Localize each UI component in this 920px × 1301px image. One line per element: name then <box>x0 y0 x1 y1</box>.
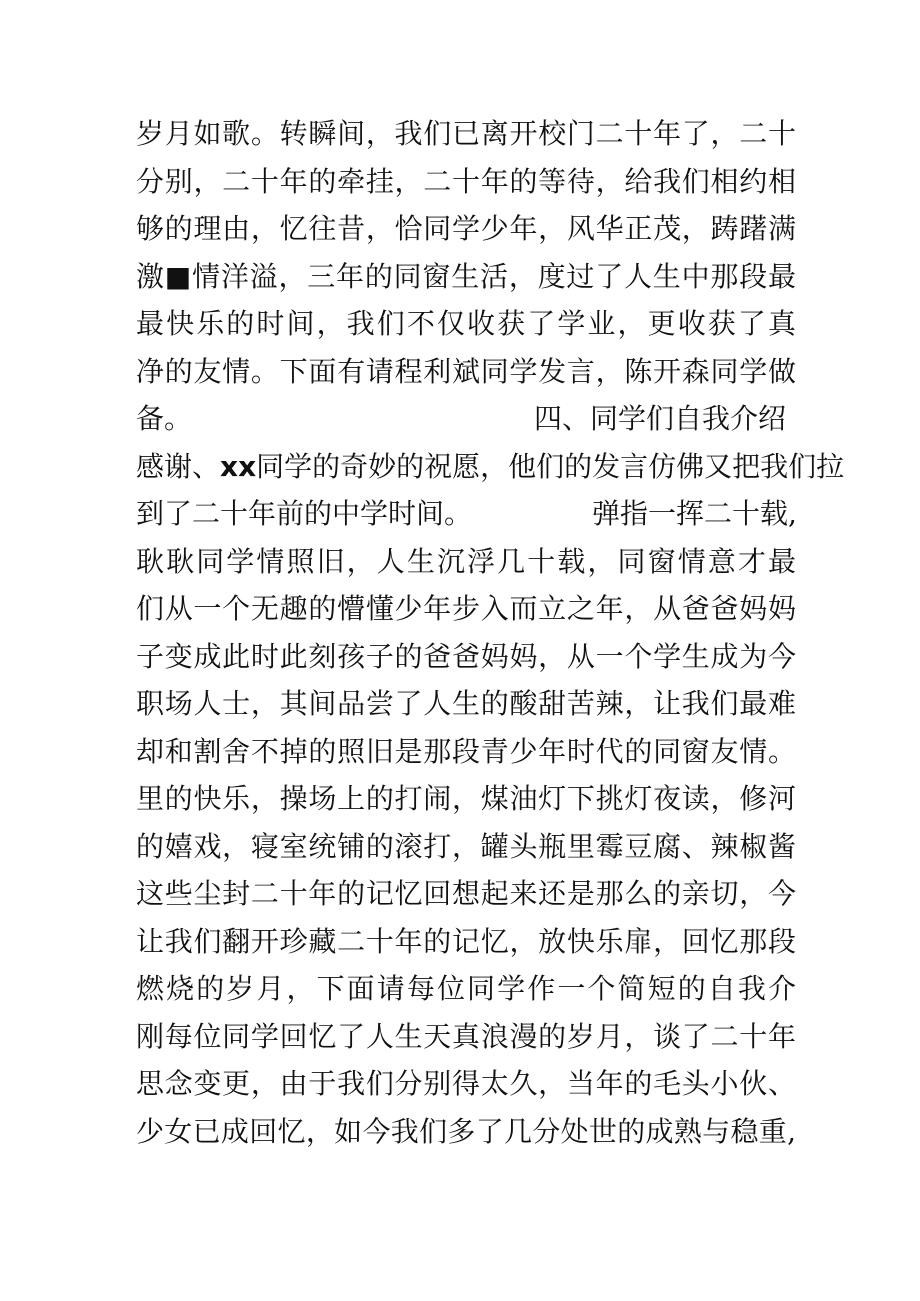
line-text: 职场人士，其间品尝了人生的酸甜苦辣，让我们最难 <box>136 687 796 720</box>
text-line <box>136 775 796 823</box>
line-text: 们从一个无趣的懵懂少年步入而立之年，从爸爸妈妈 <box>136 592 796 625</box>
line-text: 净的友情。下面有请程利斌同学发言，陈开森同学做 <box>136 354 796 388</box>
line-text: 少女已成回忆，如今我们多了几分处世的成熟与稳重, <box>136 1114 796 1148</box>
text-line <box>136 633 796 681</box>
text-line <box>136 110 796 158</box>
line-text: 却和割舍不掉的照旧是那段青少年时代的同窗友情。 <box>136 734 796 768</box>
line-text: 感谢、 <box>136 449 221 483</box>
text-line <box>136 1108 796 1156</box>
line-text: 让我们翻开珍藏二十年的记忆，放快乐扉，回忆那段 <box>136 924 796 958</box>
text-line <box>136 158 796 206</box>
line-text: 够的理由，忆往昔，恰同学少年，风华正茂，踌躇满 <box>136 212 796 245</box>
body-text <box>136 110 845 1155</box>
text-line <box>136 205 796 253</box>
text-line <box>136 538 796 586</box>
line-text: 分别，二十年的牵挂，二十年的等待，给我们相约相 <box>136 164 796 198</box>
text-line <box>136 1013 796 1061</box>
line-text: 的嬉戏，寝室统铺的滚打，罐头瓶里霉豆腐、辣椒酱 <box>136 829 796 863</box>
text-line <box>136 443 845 491</box>
line-text: 最快乐的时间，我们不仅收获了学业，更收获了真 <box>136 307 796 340</box>
line-text: 同学的奇妙的祝愿，他们的发言仿佛又把我们拉 <box>256 449 845 483</box>
line-text: 激■情洋溢，三年的同窗生活，度过了人生中那段最 <box>136 259 796 293</box>
line-text: 耿耿同学情照旧，人生沉浮几十载，同窗情意才最 <box>136 544 796 578</box>
placeholder-name: xx <box>220 449 257 483</box>
section-heading: 四、同学们自我介绍 <box>534 402 787 435</box>
text-line <box>136 585 796 633</box>
text-line <box>136 395 796 443</box>
text-line <box>136 823 796 871</box>
line-text: 到了二十年前的中学时间。 <box>136 497 473 530</box>
text-line <box>136 253 796 301</box>
line-text: 刚每位同学回忆了人生天真浪漫的岁月，谈了二十年 <box>136 1019 796 1053</box>
text-line <box>136 300 796 348</box>
text-line <box>136 348 796 396</box>
text-line <box>136 870 796 918</box>
text-line <box>136 965 796 1013</box>
text-line <box>136 728 796 776</box>
line-text: 子变成此时此刻孩子的爸爸妈妈，从一个学生成为今 <box>136 639 796 673</box>
line-text: 思念变更，由于我们分别得太久，当年的毛头小伙、 <box>136 1067 796 1100</box>
text-line <box>136 490 796 538</box>
text-line <box>136 1060 796 1108</box>
line-text: 这些尘封二十年的记忆回想起来还是那么的亲切，今 <box>136 877 796 910</box>
line-text: 燃烧的岁月，下面请每位同学作一个简短的自我介 <box>136 972 796 1005</box>
text-line <box>136 680 796 728</box>
line-text: 岁月如歌。转瞬间，我们已离开校门二十年了，二十 <box>136 117 796 150</box>
line-text: 里的快乐，操场上的打闹，煤油灯下挑灯夜读，修河 <box>136 782 796 815</box>
line-text: 备。 <box>136 402 193 435</box>
text-line <box>136 918 796 966</box>
line-text: 弹指一挥二十载, <box>592 497 797 530</box>
